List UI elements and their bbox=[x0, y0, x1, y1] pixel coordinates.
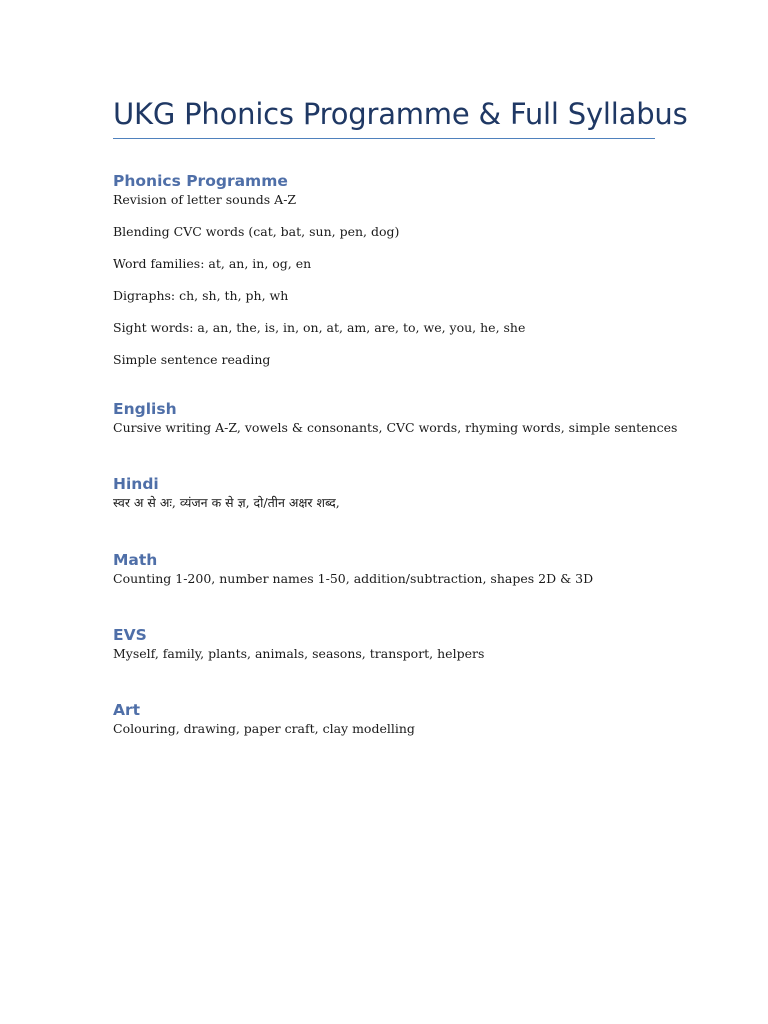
section-heading-hindi: Hindi bbox=[113, 475, 159, 493]
section-heading-english: English bbox=[113, 400, 177, 418]
math-text: Counting 1-200, number names 1-50, addition/subtraction, shapes 2D & 3D bbox=[113, 571, 594, 586]
phonics-item: Digraphs: ch, sh, th, ph, wh bbox=[113, 288, 289, 303]
hindi-text: स्वर अ से अः, व्यंजन क से ज्ञ, दो/तीन अक्षर शब्द, bbox=[113, 495, 340, 510]
section-hindi bbox=[113, 473, 655, 511]
english-text: Cursive writing A-Z, vowels & consonants, CVC words, rhyming words, simple sentences bbox=[113, 420, 678, 435]
document-title: UKG Phonics Programme & Full Syllabus bbox=[113, 97, 688, 131]
phonics-item: Blending CVC words (cat, bat, sun, pen, dog) bbox=[113, 224, 400, 239]
section-heading-phonics: Phonics Programme bbox=[113, 172, 288, 190]
phonics-item: Revision of letter sounds A-Z bbox=[113, 192, 297, 207]
section-heading-evs: EVS bbox=[113, 626, 147, 644]
evs-text: Myself, family, plants, animals, seasons, transport, helpers bbox=[113, 646, 485, 661]
phonics-item: Word families: at, an, in, og, en bbox=[113, 256, 312, 271]
document-page bbox=[113, 0, 688, 737]
title-underline bbox=[113, 138, 655, 139]
art-text: Colouring, drawing, paper craft, clay modelling bbox=[113, 721, 415, 736]
section-evs bbox=[113, 624, 655, 662]
section-math bbox=[113, 549, 655, 587]
section-heading-math: Math bbox=[113, 551, 158, 569]
phonics-item: Sight words: a, an, the, is, in, on, at, am, are, to, we, you, he, she bbox=[113, 320, 526, 335]
section-english bbox=[113, 398, 678, 436]
section-heading-art: Art bbox=[113, 701, 141, 719]
section-art bbox=[113, 699, 655, 737]
section-phonics bbox=[113, 170, 655, 368]
phonics-item: Simple sentence reading bbox=[113, 352, 271, 367]
